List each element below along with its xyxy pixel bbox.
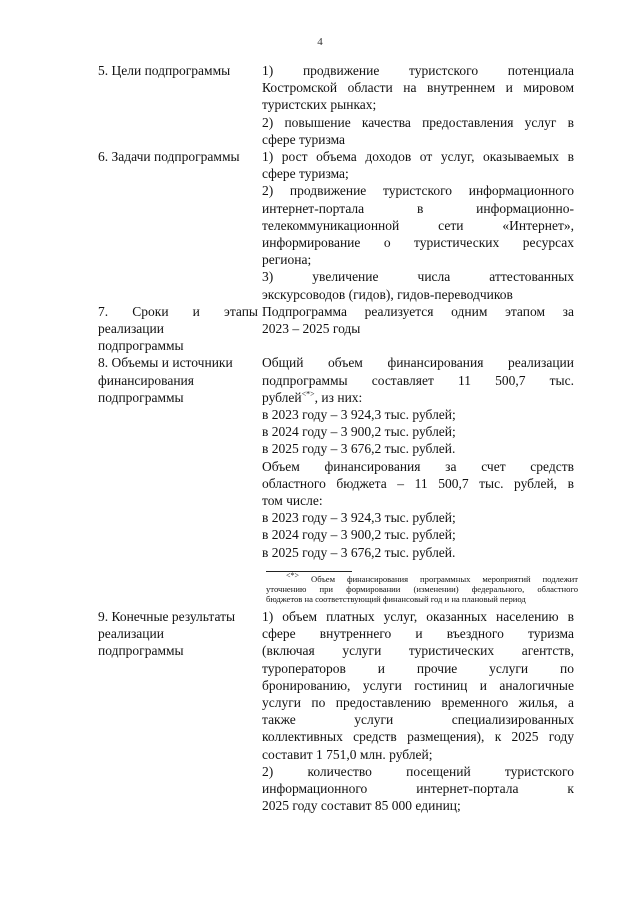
text-line: 2025 году составит 85 000 единиц; (262, 798, 461, 814)
text-line: областного бюджета – 11 500,7 тыс. рублей, в (262, 475, 574, 491)
footnote (98, 571, 578, 604)
row-content-funding (262, 354, 574, 560)
page-number: 4 (317, 36, 323, 48)
year-line: в 2024 году – 3 900,2 тыс. рублей; (262, 424, 456, 440)
text-line: экскурсоводов (гидов), гидов-переводчиков (262, 286, 513, 302)
text-fragment: , из них: (314, 389, 363, 405)
text-line: 2) количество посещений туристского (262, 763, 574, 779)
row-label-results (98, 608, 262, 660)
label-line: 5. Цели подпрограммы (98, 63, 231, 78)
text-line: сфере внутреннего и въездного туризма (262, 626, 574, 642)
text-line: (включая услуги туристических агентств, (262, 643, 574, 659)
row-results (98, 608, 578, 814)
label-line: финансирования (98, 372, 194, 388)
label-line: 7. Сроки и этапы (98, 303, 258, 319)
footnote-marker: <*> (301, 389, 315, 399)
footnote-divider (266, 571, 352, 572)
goal-item-2 (262, 114, 574, 148)
row-funding (98, 354, 578, 560)
text-line: региона; (262, 252, 312, 268)
label-line: подпрограммы (98, 389, 184, 405)
text-line: 1) рост объема доходов от услуг, оказываемых в (262, 149, 574, 165)
text-line: сфере туризма (262, 131, 346, 147)
footnote-text (266, 571, 578, 604)
text-fragment: рублей (262, 389, 302, 405)
text-line: коллективных средств размещения), к 2025 году (262, 729, 574, 745)
passport-table (98, 62, 578, 814)
row-terms (98, 303, 578, 355)
text-line: информационного интернет-портала к (262, 780, 574, 796)
text-line: 2) повышение качества предоставления услуг в (262, 114, 574, 130)
label-line: реализации (98, 626, 164, 642)
text-line: Костромской области на внутреннем и мировом (262, 80, 574, 96)
year-line: в 2023 году – 3 924,3 тыс. рублей; (262, 510, 456, 526)
label-line: реализации (98, 321, 164, 337)
row-content-terms (262, 303, 574, 337)
label-line: 6. Задачи подпрограммы (98, 149, 240, 165)
row-content-goals (262, 62, 574, 148)
label-line: 8. Объемы и источники (98, 355, 233, 371)
terms-text (262, 303, 574, 337)
text-line: телекоммуникационной сети «Интернет», (262, 217, 574, 233)
footnote-line (266, 571, 578, 584)
text-line: 1) объем платных услуг, оказанных населению в (262, 608, 574, 624)
row-goals (98, 62, 578, 148)
task-item-2 (262, 182, 574, 268)
goal-item-1 (262, 62, 574, 114)
funding-years-regional (262, 509, 574, 561)
text-line: 3) увеличение числа аттестованных (262, 269, 574, 285)
text-line: туроператоров и прочие услуги по (262, 660, 574, 676)
text-line: 1) продвижение туристского потенциала (262, 63, 574, 78)
task-item-1 (262, 148, 574, 182)
footnote-line: бюджетов на соответствующий финансовый год и на плановый период (266, 593, 526, 604)
text-line: бронированию, услуги гостиниц и аналогичные (262, 677, 574, 693)
year-line: в 2024 году – 3 900,2 тыс. рублей; (262, 527, 456, 543)
year-line: в 2025 году – 3 676,2 тыс. рублей. (262, 544, 456, 560)
row-content-results (262, 608, 574, 814)
text-line: Общий объем финансирования реализации (262, 355, 574, 371)
year-line: в 2025 году – 3 676,2 тыс. рублей. (262, 441, 456, 457)
label-line: 9. Конечные результаты (98, 608, 236, 624)
text-line: 2023 – 2025 годы (262, 321, 361, 337)
row-label-funding (98, 354, 262, 406)
result-item-1 (262, 608, 574, 763)
text-line (262, 389, 574, 406)
text-fragment: Объем финансирования программных мероприятий подлежит (310, 573, 578, 584)
text-line: также услуги специализированных (262, 712, 574, 728)
footnote-line: уточнению при формировании (изменении) федерального, областного (266, 583, 578, 594)
row-label-terms (98, 303, 262, 355)
text-line: подпрограммы составляет 11 500,7 тыс. (262, 372, 574, 388)
funding-regional (262, 458, 574, 510)
row-tasks (98, 148, 578, 303)
text-line: интернет-портала в информационно- (262, 200, 574, 216)
label-line: подпрограммы (98, 643, 184, 659)
task-item-3 (262, 268, 574, 302)
label-line: подпрограммы (98, 338, 184, 354)
row-label-goals (98, 62, 262, 79)
row-content-tasks (262, 148, 574, 303)
text-line: туристских рынках; (262, 97, 377, 113)
funding-years-total (262, 406, 574, 458)
text-line: составит 1 751,0 млн. рублей; (262, 746, 433, 762)
text-line: Объем финансирования за счет средств (262, 458, 574, 474)
text-line: услуги по предоставлению временного жилья, а (262, 694, 574, 710)
funding-intro (262, 354, 574, 406)
result-item-2 (262, 763, 574, 815)
text-line: информирование о туристических ресурсах (262, 235, 574, 251)
text-line: Подпрограмма реализуется одним этапом за (262, 303, 574, 319)
text-line: том числе: (262, 493, 323, 509)
text-line: сфере туризма; (262, 166, 349, 182)
text-line: 2) продвижение туристского информационного (262, 183, 574, 199)
year-line: в 2023 году – 3 924,3 тыс. рублей; (262, 407, 456, 423)
footnote-marker: <*> (286, 571, 300, 581)
row-label-tasks (98, 148, 262, 165)
